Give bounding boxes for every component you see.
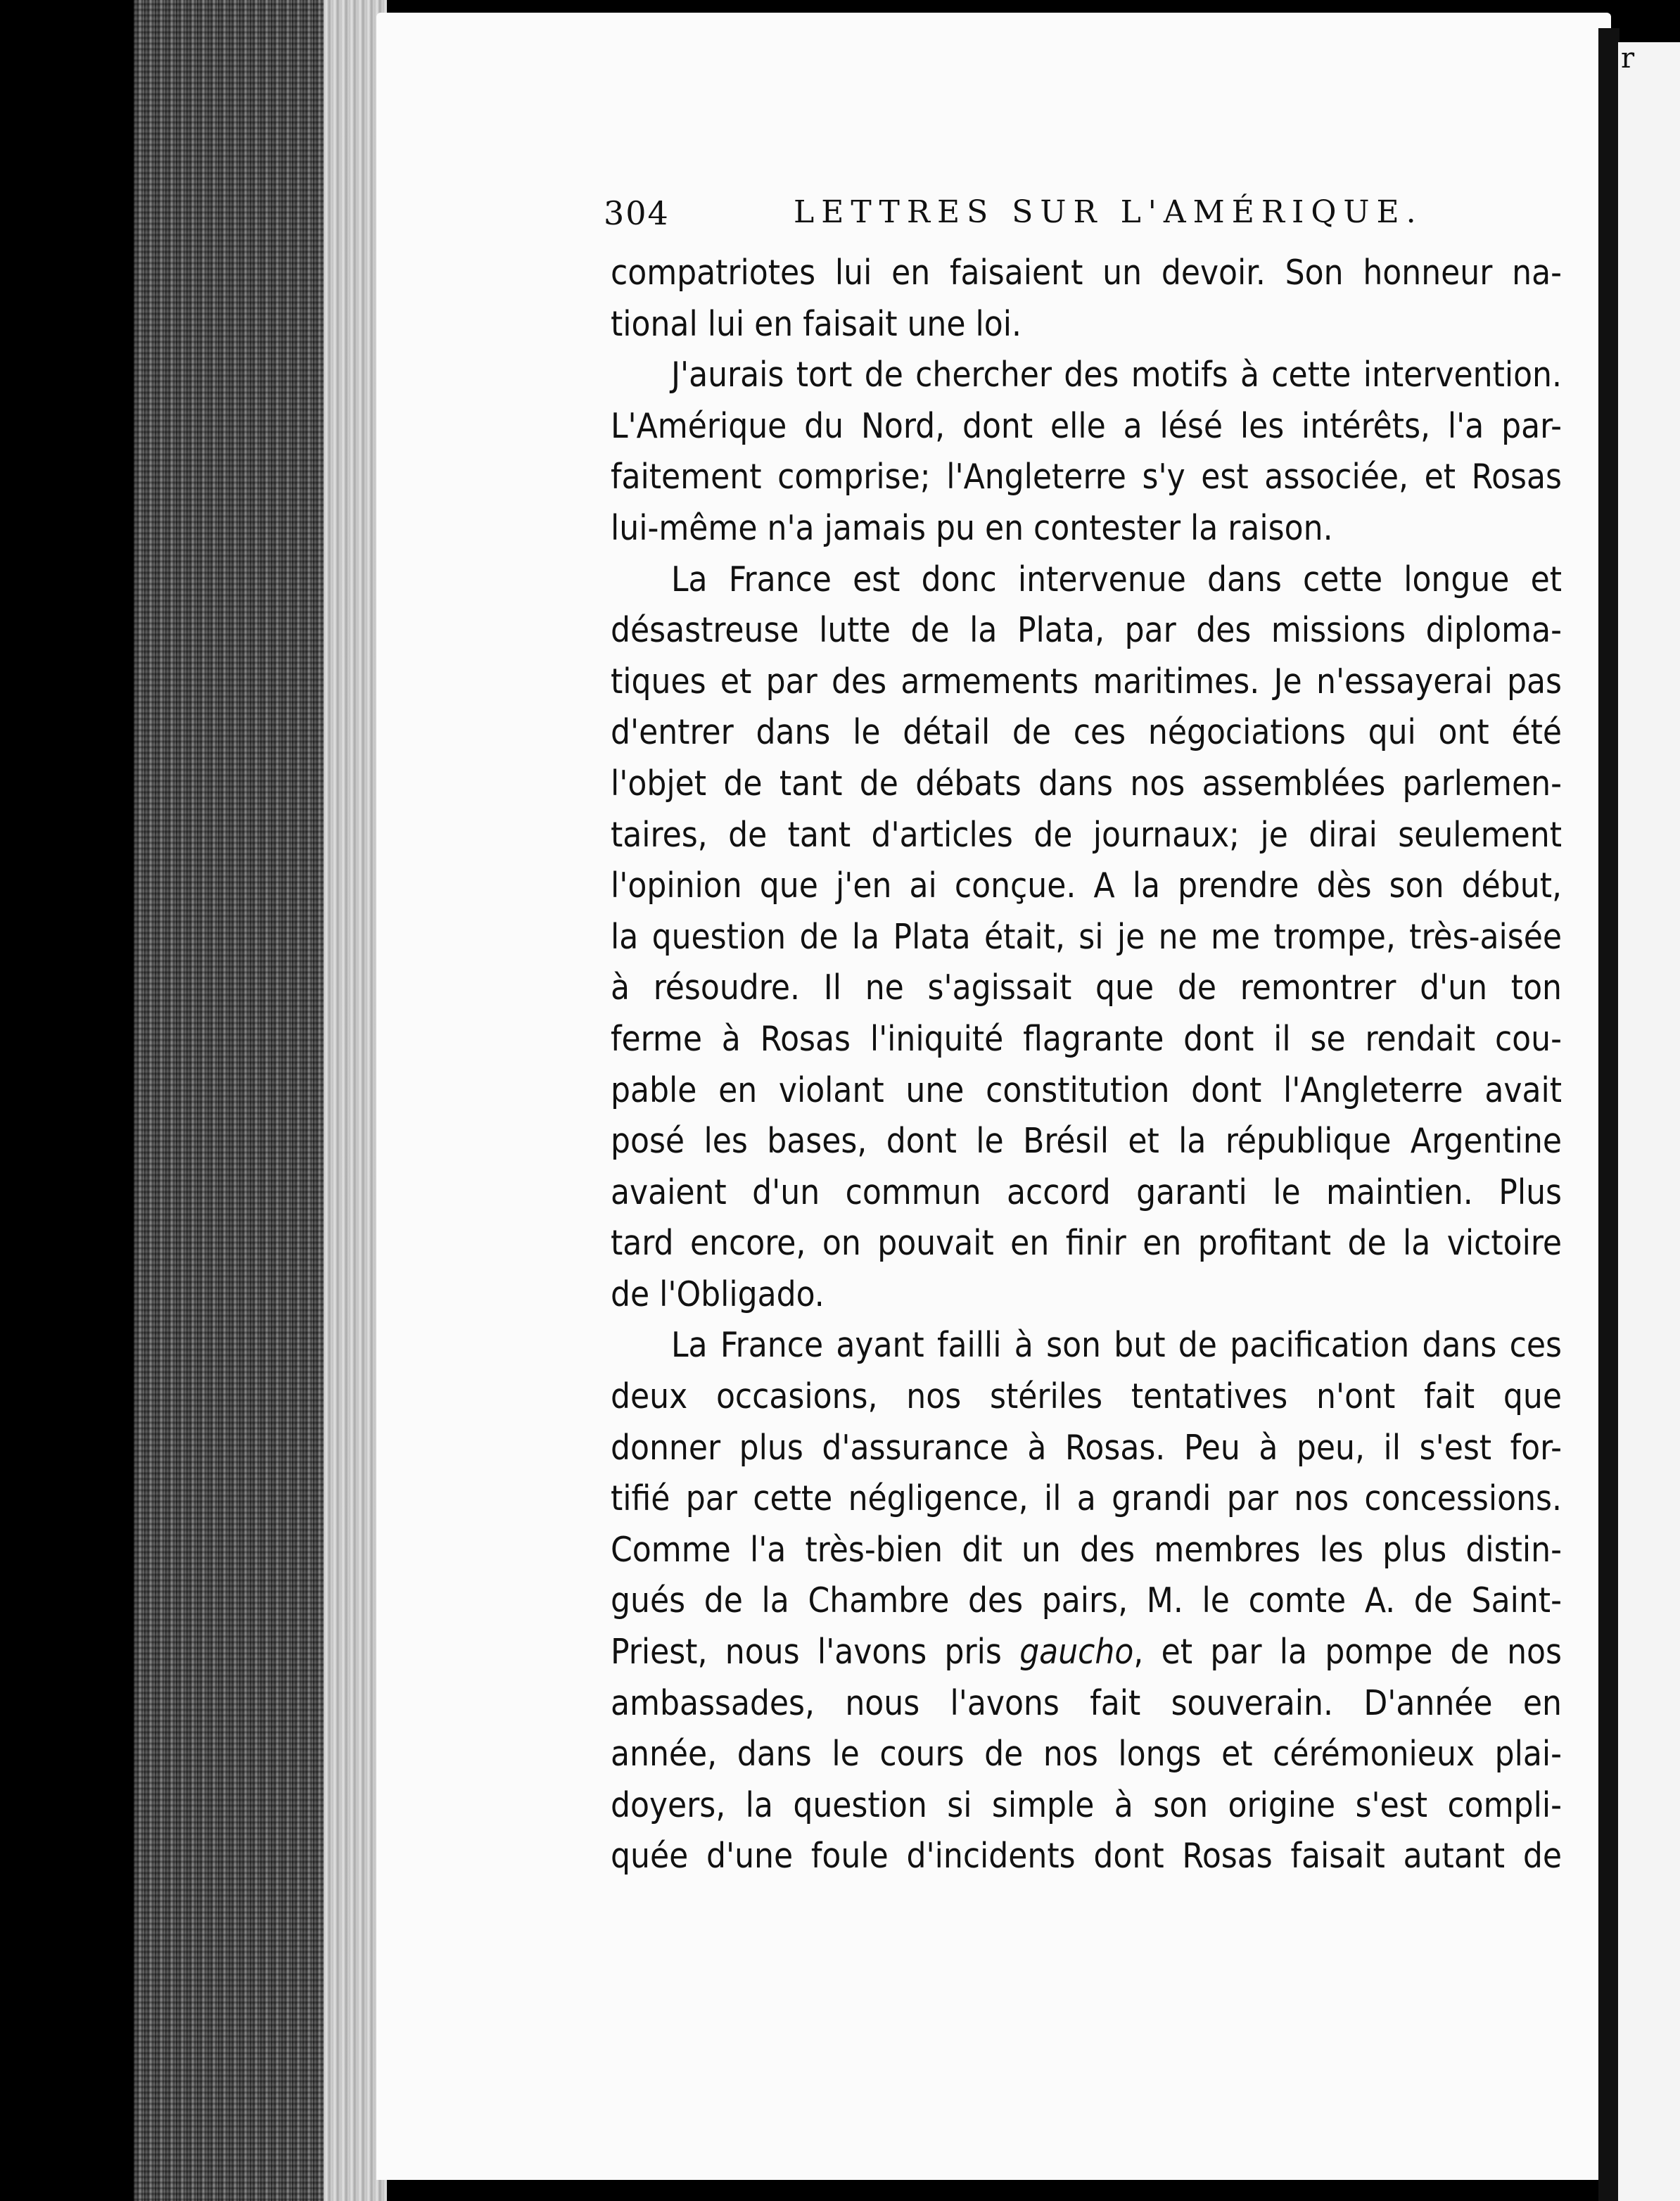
- facing-page-glyph: r: [1621, 42, 1635, 75]
- text-line: deux occasions, nos stériles tentatives n'ont fait que: [611, 1376, 1562, 1417]
- running-head: [604, 189, 1476, 238]
- text-line: à résoudre. Il ne s'agissait que de remontrer d'un ton: [611, 968, 1562, 1008]
- text-line: posé les bases, dont le Brésil et la république Argentine: [611, 1121, 1562, 1162]
- text-line: compatriotes lui en faisaient un devoir. Son honneur na-: [611, 253, 1562, 293]
- text-line: ferme à Rosas l'iniquité flagrante dont il se rendait cou-: [611, 1018, 1562, 1059]
- text-line: La France est donc intervenue dans cette longue et: [671, 559, 1562, 600]
- text-line: tiques et par des armements maritimes. Je n'essayerai pas: [611, 661, 1562, 702]
- body-text: [611, 248, 1562, 1882]
- text-line: tional lui en faisait une loi.: [611, 303, 1022, 344]
- text-line: l'opinion que j'en ai conçue. A la prendre dès son début,: [611, 865, 1562, 906]
- text-line: tifié par cette négligence, il a grandi par nos concessions.: [611, 1478, 1562, 1519]
- text-line: lui-même n'a jamais pu en contester la raison.: [611, 507, 1333, 548]
- text-line: L'Amérique du Nord, dont elle a lésé les intérêts, l'a par-: [611, 405, 1562, 446]
- text-line: doyers, la question si simple à son origine s'est compli-: [611, 1784, 1562, 1825]
- text-line: la question de la Plata était, si je ne me trompe, très-aisée: [611, 916, 1562, 957]
- text-line: pable en violant une constitution dont l'Angleterre avait: [611, 1070, 1562, 1110]
- text-line: ambassades, nous l'avons fait souverain. D'année en: [611, 1682, 1562, 1723]
- page-number: 304: [604, 194, 670, 232]
- text-line: avaient d'un commun accord garanti le maintien. Plus: [611, 1172, 1562, 1212]
- text-line: J'aurais tort de chercher des motifs à cette intervention.: [671, 355, 1562, 395]
- facing-page-edge: [1618, 42, 1680, 2201]
- text-line: taires, de tant d'articles de journaux; je dirai seulement: [611, 814, 1562, 855]
- text-line: l'objet de tant de débats dans nos assemblées parlemen-: [611, 763, 1562, 804]
- text-line: donner plus d'assurance à Rosas. Peu à peu, il s'est for-: [611, 1427, 1562, 1468]
- text-line: désastreuse lutte de la Plata, par des missions diploma-: [611, 610, 1562, 651]
- text-line: tard encore, on pouvait en finir en profitant de la victoire: [611, 1223, 1562, 1264]
- text-line: d'entrer dans le détail de ces négociations qui ont été: [611, 712, 1562, 753]
- text-line: quée d'une foule d'incidents dont Rosas faisait autant de: [611, 1836, 1562, 1877]
- text-line: année, dans le cours de nos longs et cérémonieux plai-: [611, 1734, 1562, 1775]
- gutter-shadow: [1598, 28, 1619, 2201]
- running-head-title: LETTRES SUR L'AMÉRIQUE.: [794, 194, 1423, 230]
- text-line: Comme l'a très-bien dit un des membres les plus distin-: [611, 1529, 1562, 1570]
- text-line: La France ayant failli à son but de pacification dans ces: [671, 1325, 1562, 1366]
- text-line: Priest, nous l'avons pris gaucho, et par la pompe de nos: [611, 1632, 1562, 1673]
- text-line: gués de la Chambre des pairs, M. le comte A. de Saint-: [611, 1580, 1562, 1621]
- text-line: faitement comprise; l'Angleterre s'y est associée, et Rosas: [611, 457, 1562, 497]
- text-line: de l'Obligado.: [611, 1274, 825, 1314]
